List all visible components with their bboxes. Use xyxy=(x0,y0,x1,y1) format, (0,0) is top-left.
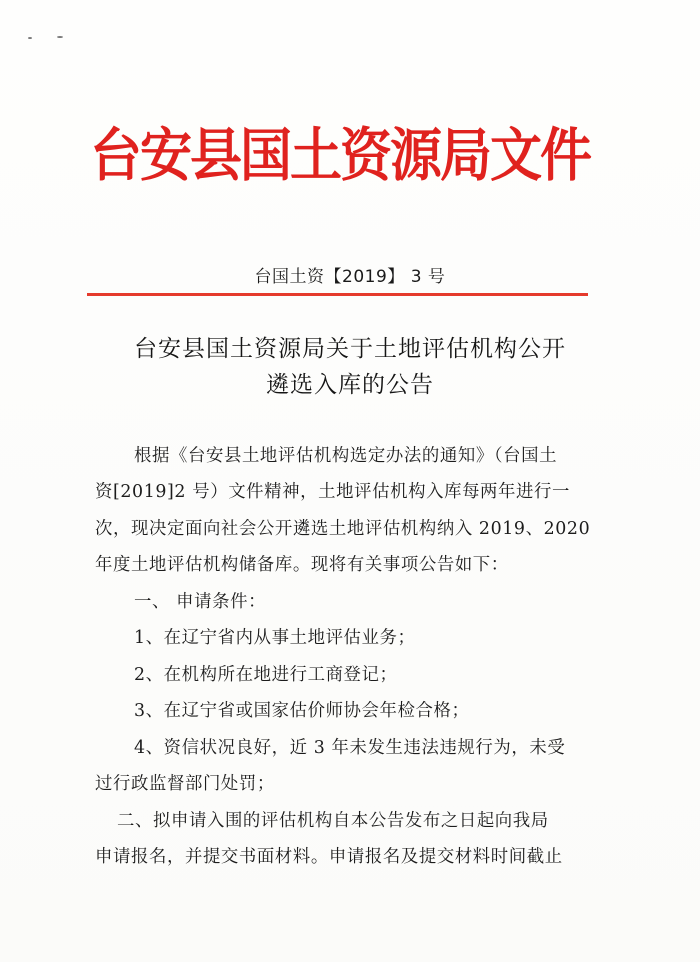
body-line: 次，现决定面向社会公开遴选土地评估机构纳入 2019、2020 xyxy=(95,519,591,539)
scan-speck xyxy=(57,36,63,38)
body-line: 根据《台安县土地评估机构选定办法的通知》（台国土 xyxy=(134,446,558,466)
list-item: 1、在辽宁省内从事土地评估业务； xyxy=(134,628,416,648)
body-line: 年度土地评估机构储备库。现将有关事项公告如下： xyxy=(95,555,509,575)
org-header-title: 台安县国土资源局文件 xyxy=(90,122,591,190)
body-line: 资[2019]2 号）文件精神，土地评估机构入库每两年进行一 xyxy=(95,482,571,502)
red-divider-line xyxy=(87,293,588,296)
list-item: 2、在机构所在地进行工商登记； xyxy=(134,665,398,685)
document-number: 台国土资【2019】 3 号 xyxy=(254,267,446,287)
notice-title-line-1: 台安县国土资源局关于土地评估机构公开 xyxy=(134,336,566,362)
section-heading: 一、 申请条件： xyxy=(134,592,267,612)
list-item: 3、在辽宁省或国家估价师协会年检合格； xyxy=(134,701,470,721)
scan-speck xyxy=(28,37,32,39)
notice-title-line-2: 遴选入库的公告 xyxy=(266,372,434,398)
list-item: 4、资信状况良好，近 3 年未发生违法违规行为，未受 xyxy=(134,738,566,758)
body-line: 申请报名，并提交书面材料。申请报名及提交材料时间截止 xyxy=(95,847,563,867)
body-line: 过行政监督部门处罚； xyxy=(95,774,275,794)
section-heading: 二、拟申请入围的评估机构自本公告发布之日起向我局 xyxy=(117,811,549,831)
